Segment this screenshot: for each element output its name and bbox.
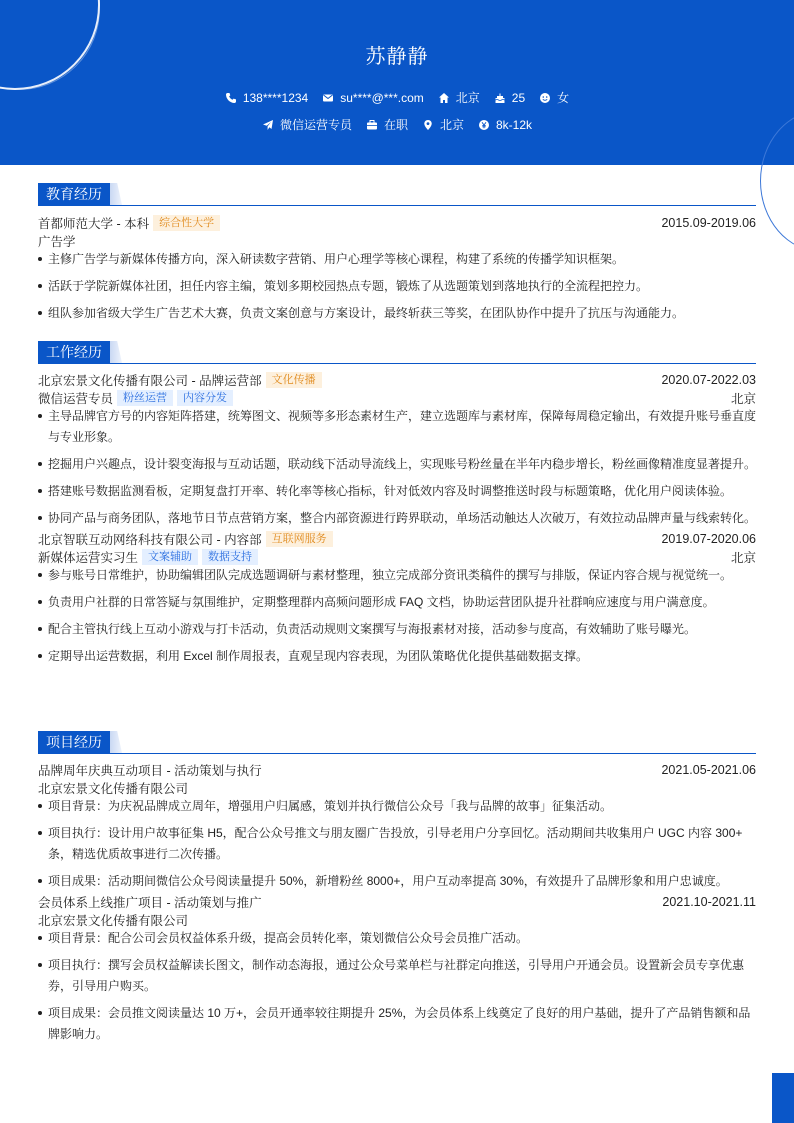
major-name: 广告学 bbox=[38, 234, 76, 249]
list-item: 参与账号日常维护，协助编辑团队完成选题调研与素材整理，独立完成部分资讯类稿件的撰写与排版，保证内容合规与视觉统一。 bbox=[38, 565, 756, 586]
list-item: 定期导出运营数据，利用 Excel 制作周报表，直观呈现内容表现，为团队策略优化提供基础数据支撑。 bbox=[38, 646, 756, 667]
education-bullets bbox=[38, 249, 756, 324]
age-text: 25 bbox=[511, 90, 526, 105]
gender-icon bbox=[539, 92, 551, 104]
salary-info bbox=[478, 118, 532, 132]
work-city: 北京 bbox=[730, 391, 756, 406]
home-icon bbox=[438, 92, 450, 104]
project-name: 品牌周年庆典互动项目 - 活动策划与执行 bbox=[38, 764, 262, 778]
email-text: su****@***.com bbox=[340, 90, 424, 105]
send-icon bbox=[262, 119, 274, 131]
decorative-corner-bar bbox=[772, 1073, 794, 1123]
skill-tag: 文案辅助 bbox=[142, 549, 198, 565]
briefcase-icon bbox=[366, 119, 378, 131]
skill-tag: 内容分发 bbox=[177, 390, 233, 406]
work-date: 2020.07-2022.03 bbox=[661, 373, 756, 387]
salary-icon bbox=[478, 119, 490, 131]
candidate-name: 苏静静 bbox=[365, 46, 429, 68]
school-name: 首都师范大学 - 本科 bbox=[38, 217, 150, 231]
project-name: 会员体系上线推广项目 - 活动策划与推广 bbox=[38, 896, 262, 910]
project-company: 北京宏景文化传播有限公司 bbox=[38, 781, 189, 796]
residence-info bbox=[438, 89, 480, 106]
intent-city-info bbox=[422, 116, 464, 133]
list-item: 项目成果：活动期间微信公众号阅读量提升 50%，新增粉丝 8000+，用户互动率提高 30%，有效提升了品牌形象和用户忠诚度。 bbox=[38, 871, 756, 892]
work-section bbox=[38, 341, 756, 673]
work-bullets bbox=[38, 565, 756, 667]
project-date: 2021.05-2021.06 bbox=[661, 763, 756, 777]
project-bullets bbox=[38, 796, 756, 892]
section-label: 工作经历 bbox=[38, 341, 110, 363]
list-item: 搭建账号数据监测看板，定期复盘打开率、转化率等核心指标，针对低效内容及时调整推送时段与标题策略，优化用户阅读体验。 bbox=[38, 481, 756, 502]
work-entry-head bbox=[38, 371, 756, 389]
location-icon bbox=[422, 119, 434, 131]
list-item: 项目执行：设计用户故事征集 H5，配合公众号推文与朋友圈广告投放，引导老用户分享回忆。活动期间共收集用户 UGC 内容 300+ 条，精选优质故事进行二次传播。 bbox=[38, 823, 756, 865]
status-info bbox=[366, 116, 408, 133]
work-city: 北京 bbox=[730, 550, 756, 565]
list-item: 项目背景：配合公司会员权益体系升级，提高会员转化率，策划微信公众号会员推广活动。 bbox=[38, 928, 756, 949]
header-banner bbox=[0, 0, 794, 165]
education-entry-head bbox=[38, 214, 756, 232]
project-entry-head bbox=[38, 761, 756, 779]
list-item: 组队参加省级大学生广告艺术大赛，负责文案创意与方案设计，最终斩获三等奖，在团队协作中提升了抗压与沟通能力。 bbox=[38, 303, 756, 324]
list-item: 活跃于学院新媒体社团，担任内容主编，策划多期校园热点专题，锻炼了从选题策划到落地执行的全流程把控力。 bbox=[38, 276, 756, 297]
job-intent-row bbox=[0, 116, 794, 133]
project-entry-head bbox=[38, 893, 756, 911]
work-date: 2019.07-2020.06 bbox=[661, 532, 756, 546]
list-item: 项目执行：撰写会员权益解读长图文，制作动态海报，通过公众号菜单栏与社群定向推送，引导用户开通会员。设置新会员专享优惠券，引导用户购买。 bbox=[38, 955, 756, 997]
list-item: 挖掘用户兴趣点，设计裂变海报与互动话题，联动线下活动导流线上，实现账号粉丝量在半年内稳步增长，粉丝画像精准度显著提升。 bbox=[38, 454, 756, 475]
project-company-row bbox=[38, 911, 756, 928]
project-date: 2021.10-2021.11 bbox=[662, 895, 756, 909]
phone-info bbox=[225, 91, 308, 105]
work-entry-head bbox=[38, 530, 756, 548]
skill-tag: 粉丝运营 bbox=[117, 390, 173, 406]
list-item: 项目成果：会员推文阅读量达 10 万+，会员开通率较往期提升 25%，为会员体系上线奠定了良好的用户基础，提升了产品销售额和品牌影响力。 bbox=[38, 1003, 756, 1045]
company-name: 北京宏景文化传播有限公司 - 品牌运营部 bbox=[38, 374, 262, 388]
project-company-row bbox=[38, 779, 756, 796]
phone-icon bbox=[225, 92, 237, 104]
project-company: 北京宏景文化传播有限公司 bbox=[38, 913, 189, 928]
work-position-row bbox=[38, 389, 756, 406]
education-section bbox=[38, 183, 756, 330]
intent-position-text: 微信运营专员 bbox=[279, 118, 352, 132]
gender-info bbox=[539, 89, 569, 106]
phone-text: 138****1234 bbox=[242, 90, 309, 105]
section-label: 教育经历 bbox=[38, 183, 110, 205]
skill-tag: 数据支持 bbox=[202, 549, 258, 565]
education-section-title bbox=[38, 183, 756, 206]
company-name: 北京智联互动网络科技有限公司 - 内容部 bbox=[38, 533, 262, 547]
section-label-tail bbox=[110, 731, 122, 753]
age-info bbox=[494, 91, 525, 105]
education-major-row bbox=[38, 232, 756, 249]
education-date: 2015.09-2019.06 bbox=[661, 216, 756, 230]
school-tag: 综合性大学 bbox=[153, 215, 220, 231]
company-tag: 互联网服务 bbox=[266, 531, 333, 547]
work-position-row bbox=[38, 548, 756, 565]
cake-icon bbox=[494, 92, 506, 104]
basic-info-row bbox=[0, 89, 794, 106]
salary-text: 8k-12k bbox=[496, 117, 533, 132]
position-name: 新媒体运营实习生 bbox=[38, 550, 139, 565]
list-item: 协同产品与商务团队，落地节日节点营销方案，整合内部资源进行跨界联动，单场活动触达人次破万，有效拉动品牌声量与线索转化。 bbox=[38, 508, 756, 529]
list-item: 主修广告学与新媒体传播方向，深入研读数字营销、用户心理学等核心课程，构建了系统的传播学知识框架。 bbox=[38, 249, 756, 270]
project-section-title bbox=[38, 731, 756, 754]
mail-icon bbox=[322, 92, 334, 104]
gender-text: 女 bbox=[557, 91, 570, 105]
section-label: 项目经历 bbox=[38, 731, 110, 753]
project-section bbox=[38, 731, 756, 1051]
project-bullets bbox=[38, 928, 756, 1045]
intent-position-info bbox=[262, 116, 352, 133]
company-tag: 文化传播 bbox=[266, 372, 322, 388]
list-item: 配合主管执行线上互动小游戏与打卡活动，负责活动规则文案撰写与海报素材对接，活动参与度高，有效辅助了账号曝光。 bbox=[38, 619, 756, 640]
work-bullets bbox=[38, 406, 756, 529]
section-label-tail bbox=[110, 183, 122, 205]
list-item: 项目背景：为庆祝品牌成立周年，增强用户归属感，策划并执行微信公众号「我与品牌的故事」征集活动。 bbox=[38, 796, 756, 817]
status-text: 在职 bbox=[383, 118, 408, 132]
email-info bbox=[322, 91, 424, 105]
residence-text: 北京 bbox=[455, 91, 480, 105]
work-section-title bbox=[38, 341, 756, 364]
section-label-tail bbox=[110, 341, 122, 363]
list-item: 负责用户社群的日常答疑与氛围维护，定期整理群内高频问题形成 FAQ 文档，协助运营团队提升社群响应速度与用户满意度。 bbox=[38, 592, 756, 613]
intent-city-text: 北京 bbox=[439, 118, 464, 132]
list-item: 主导品牌官方号的内容矩阵搭建，统筹图文、视频等多形态素材生产，建立选题库与素材库，保障每周稳定输出，有效提升账号垂直度与专业形象。 bbox=[38, 406, 756, 448]
position-name: 微信运营专员 bbox=[38, 391, 114, 406]
